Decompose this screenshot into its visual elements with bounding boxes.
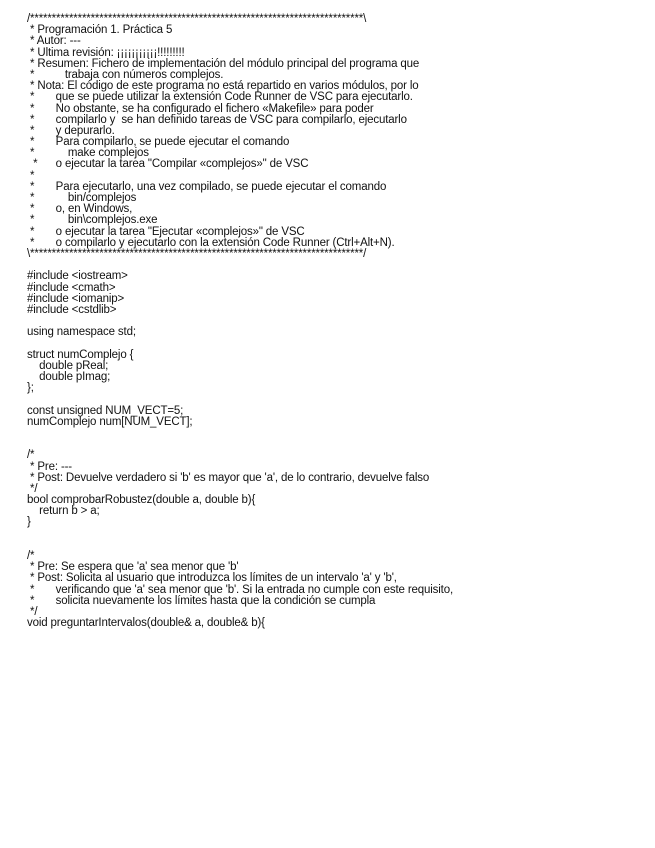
code-line: numComplejo num[NUM_VECT]; <box>27 415 193 428</box>
code-line: * o, en Windows, <box>27 203 133 216</box>
code-line: * bin\complejos.exe <box>27 214 158 227</box>
code-line: * solicita nuevamente los límites hasta que la condición se cumpla <box>27 594 376 607</box>
code-line: /* <box>27 550 35 562</box>
code-line: * Para ejecutarlo, una vez compilado, se puede ejecutar el comando <box>27 180 387 193</box>
code-line: * bin/complejos <box>27 192 137 204</box>
code-line: * <box>27 169 35 182</box>
code-line: /*****************************************************************************\ <box>27 13 367 25</box>
code-line: bool comprobarRobustez(double a, double b){ <box>27 494 256 507</box>
code-line: * make complejos <box>27 147 149 160</box>
code-line: * compilarlo y se han definido tareas de VSC para compilarlo, ejecutarlo <box>27 113 407 126</box>
code-line: #include <cstdlib> <box>27 303 117 316</box>
code-line: #include <iostream> <box>27 270 128 283</box>
code-line: double pImag; <box>27 371 111 383</box>
code-line: * Post: Devuelve verdadero si 'b' es mayor que 'a', de lo contrario, devuelve falso <box>27 471 430 484</box>
code-line: const unsigned NUM_VECT=5; <box>27 404 184 417</box>
code-line <box>27 428 647 439</box>
code-line: \*****************************************************************************/ <box>27 247 367 260</box>
code-line: * Post: Solicita al usuario que introduzca los límites de un intervalo 'a' y 'b', <box>27 572 397 585</box>
code-line <box>27 529 647 540</box>
code-line: }; <box>27 382 34 395</box>
source-code-document <box>27 14 647 629</box>
code-line: */ <box>27 605 38 618</box>
code-line: * Resumen: Fichero de implementación del módulo principal del programa que <box>27 57 420 70</box>
code-line: * o ejecutar la tarea "Compilar «complejos»" de VSC <box>27 158 309 171</box>
code-line: /* <box>27 449 35 462</box>
code-line: */ <box>27 482 38 495</box>
code-line: } <box>27 516 31 529</box>
code-line: * Para compilarlo, se puede ejecutar el comando <box>27 136 290 149</box>
code-line: double pReal; <box>27 359 109 372</box>
code-line: * No obstante, se ha configurado el fichero «Makefile» para poder <box>27 102 374 115</box>
code-line <box>27 338 647 349</box>
code-line: * Autor: --- <box>27 35 81 48</box>
code-line: * y depurarlo. <box>27 124 115 137</box>
code-line: * Pre: --- <box>27 460 72 473</box>
code-line: * o ejecutar la tarea "Ejecutar «complejos»" de VSC <box>27 225 305 238</box>
code-line: * Pre: Se espera que 'a' sea menor que 'b' <box>27 561 239 574</box>
code-line: * o compilarlo y ejecutarlo con la extensión Code Runner (Ctrl+Alt+N). <box>27 236 395 249</box>
code-line: void preguntarIntervalos(double& a, double& b){ <box>27 617 265 630</box>
code-line: * verificando que 'a' sea menor que 'b'. Si la entrada no cumple con este requisito, <box>27 583 453 596</box>
code-line <box>27 540 647 551</box>
code-line <box>27 394 647 405</box>
code-line: * trabaja con números complejos. <box>27 68 224 81</box>
code-line <box>27 439 647 450</box>
code-line: #include <cmath> <box>27 281 116 294</box>
code-line: #include <iomanip> <box>27 292 125 305</box>
code-line: using namespace std; <box>27 326 136 339</box>
code-line: struct numComplejo { <box>27 348 134 361</box>
code-line: * Ultima revisión: ¡¡¡¡¡¡¡¡¡¡¡!!!!!!!!! <box>27 46 185 59</box>
code-line: * que se puede utilizar la extensión Code Runner de VSC para ejecutarlo. <box>27 91 413 104</box>
code-line: * Nota: El código de este programa no está repartido en varios módulos, por lo <box>27 80 419 93</box>
code-line: return b > a; <box>27 505 100 518</box>
code-line: * Programación 1. Práctica 5 <box>27 24 173 37</box>
